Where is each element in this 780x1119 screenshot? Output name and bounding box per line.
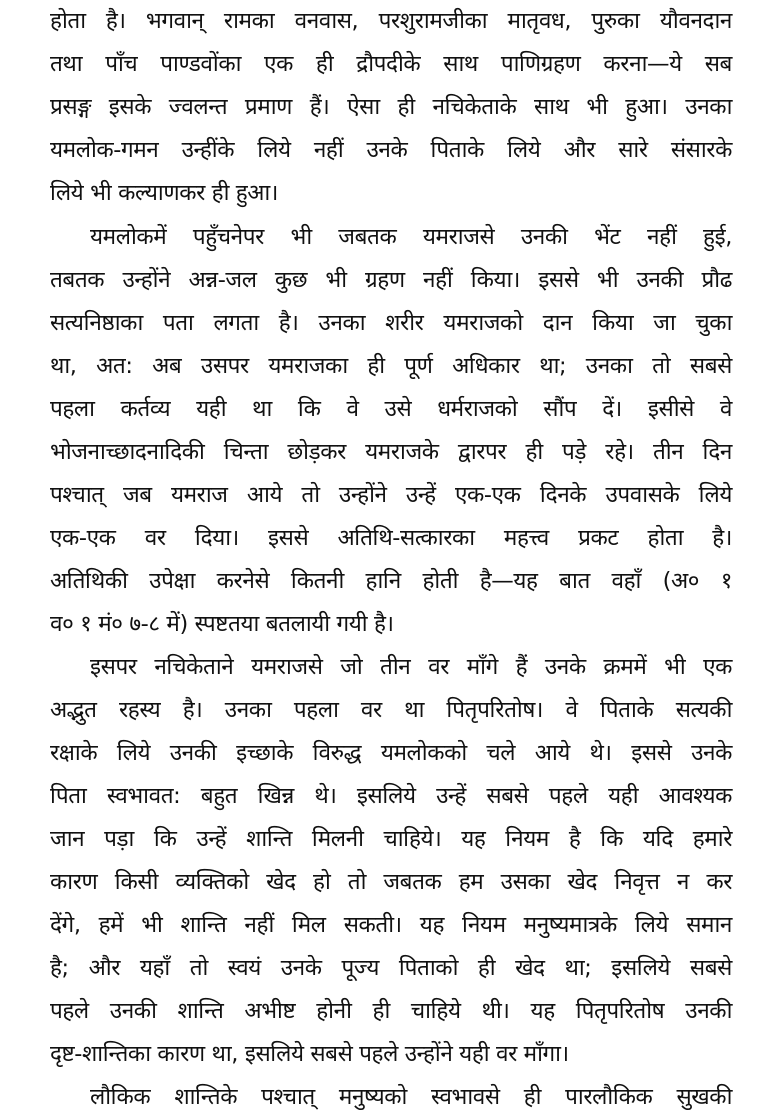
text-line: तबतक उन्होंने अन्न-जल कुछ भी ग्रहण नहीं किया। इससे भी उनकी प्रौढ [50, 267, 732, 293]
text-line: पहले उनकी शान्ति अभीष्ट होनी ही चाहिये थी। यह पितृपरितोष उनकी [50, 998, 732, 1024]
text-line: अतिथिकी उपेक्षा करनेसे कितनी हानि होती है—यह बात वहाँ (अ० १ [50, 568, 732, 594]
text-line: तथा पाँच पाण्डवोंका एक ही द्रौपदीके साथ पाणिग्रहण करना—ये सब [50, 51, 732, 77]
text-line: था, अत: अब उसपर यमराजका ही पूर्ण अधिकार था; उनका तो सबसे [50, 353, 732, 379]
text-line: पिता स्वभावत: बहुत खिन्न थे। इसलिये उन्हें सबसे पहले यही आवश्यक [50, 783, 732, 809]
text-line: पश्चात् जब यमराज आये तो उन्होंने उन्हें एक-एक दिनके उपवासके लिये [50, 482, 732, 508]
text-line: है; और यहाँ तो स्वयं उनके पूज्य पिताको ही खेद था; इसलिये सबसे [50, 955, 732, 981]
text-line: अद्भुत रहस्य है। उनका पहला वर था पितृपरितोष। वे पिताके सत्यकी [50, 697, 732, 723]
text-line: यमलोक-गमन उन्हींके लिये नहीं उनके पिताके लिये और सारे संसारके [50, 137, 732, 163]
text-line: देंगे, हमें भी शान्ति नहीं मिल सकती। यह नियम मनुष्यमात्रके लिये समान [50, 912, 732, 938]
text-line: पहला कर्तव्य यही था कि वे उसे धर्मराजको सौंप दें। इसीसे वे [50, 396, 732, 422]
text-line: होता है। भगवान् रामका वनवास, परशुरामजीका मातृवध, पुरुका यौवनदान [50, 8, 732, 34]
text-line: लिये भी कल्याणकर ही हुआ। [50, 180, 279, 206]
text-line: रक्षाके लिये उनकी इच्छाके विरुद्ध यमलोकको चले आये थे। इससे उनके [50, 740, 732, 766]
text-line: एक-एक वर दिया। इससे अतिथि-सत्कारका महत्त्व प्रकट होता है। [50, 525, 732, 551]
text-line: दृष्ट-शान्तिका कारण था, इसलिये सबसे पहले उन्होंने यही वर माँगा। [50, 1041, 569, 1067]
text-line: जान पड़ा कि उन्हें शान्ति मिलनी चाहिये। यह नियम है कि यदि हमारे [50, 826, 732, 852]
text-line: इसपर नचिकेताने यमराजसे जो तीन वर माँगे हैं उनके क्रममें भी एक [90, 654, 732, 680]
text-line: यमलोकमें पहुँचनेपर भी जबतक यमराजसे उनकी भेंट नहीं हुई, [90, 224, 732, 250]
text-line: सत्यनिष्ठाका पता लगता है। उनका शरीर यमराजको दान किया जा चुका [50, 310, 732, 336]
text-line: कारण किसी व्यक्तिको खेद हो तो जबतक हम उसका खेद निवृत्त न कर [50, 869, 732, 895]
text-line: प्रसङ्ग इसके ज्वलन्त प्रमाण हैं। ऐसा ही नचिकेताके साथ भी हुआ। उनका [50, 94, 732, 120]
text-line: लौकिक शान्तिके पश्चात् मनुष्यको स्वभावसे ही पारलौकिक सुखकी [90, 1084, 732, 1110]
text-line: भोजनाच्छादनादिकी चिन्ता छोड़कर यमराजके द्वारपर ही पड़े रहे। तीन दिन [50, 439, 732, 465]
text-line: व० १ मं० ७-८ में) स्पष्टतया बतलायी गयी है। [50, 611, 394, 637]
